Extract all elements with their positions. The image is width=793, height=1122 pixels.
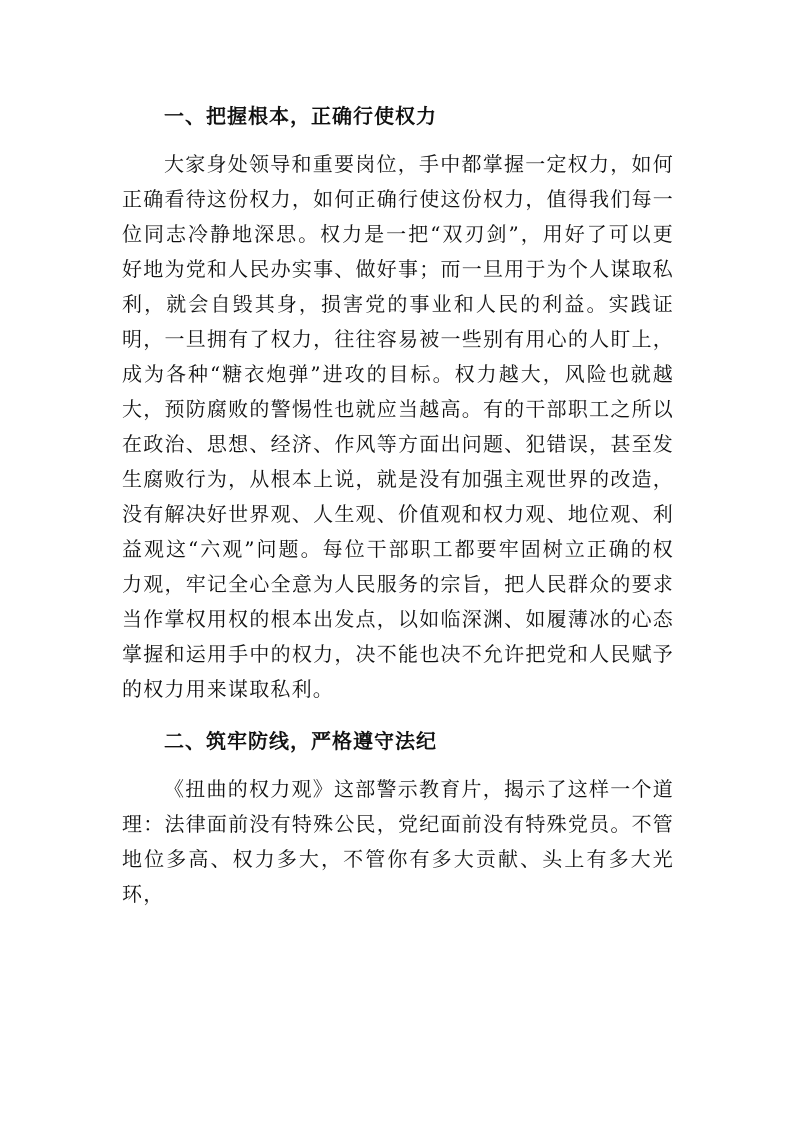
document-body (122, 98, 674, 912)
section-heading-1: 一、把握根本，正确行使权力 (164, 104, 437, 128)
section-heading-2: 二、筑牢防线，严格遵守法纪 (164, 729, 437, 753)
section-paragraph-1: 大家身处领导和重要岗位，手中都掌握一定权力，如何正确看待这份权力，如何正确行使这份权力，值得我们每一位同志冷静地深思。权力是一把“双刃剑”，用好了可以更好地为党和人民办实事、做好事；而一旦用于为个人谋取私利，就会自毁其身，损害党的事业和人民的利益。实践证明，一旦拥有了权力，往往容易被一些别有用心的人盯上，成为各种“糖衣炮弹”进攻的目标。权力越大，风险也就越大，预防腐败的警惕性也就应当越高。有的干部职工之所以在政治、思想、经济、作风等方面出问题、犯错误，甚至发生腐败行为，从根本上说，就是没有加强主观世界的改造，没有解决好世界观、人生观、价值观和权力观、地位观、利益观这“六观”问题。每位干部职工都要牢固树立正确的权力观，牢记全心全意为人民服务的宗旨，把人民群众的要求当作掌权用权的根本出发点，以如临深渊、如履薄冰的心态掌握和运用手中的权力，决不能也决不允许把党和人民赋予的权力用来谋取私利。 (122, 152, 674, 701)
section-paragraph-2: 《扭曲的权力观》这部警示教育片，揭示了这样一个道理：法律面前没有特殊公民，党纪面前没有特殊党员。不管地位多高、权力多大，不管你有多大贡献、头上有多大光环， (122, 777, 674, 906)
